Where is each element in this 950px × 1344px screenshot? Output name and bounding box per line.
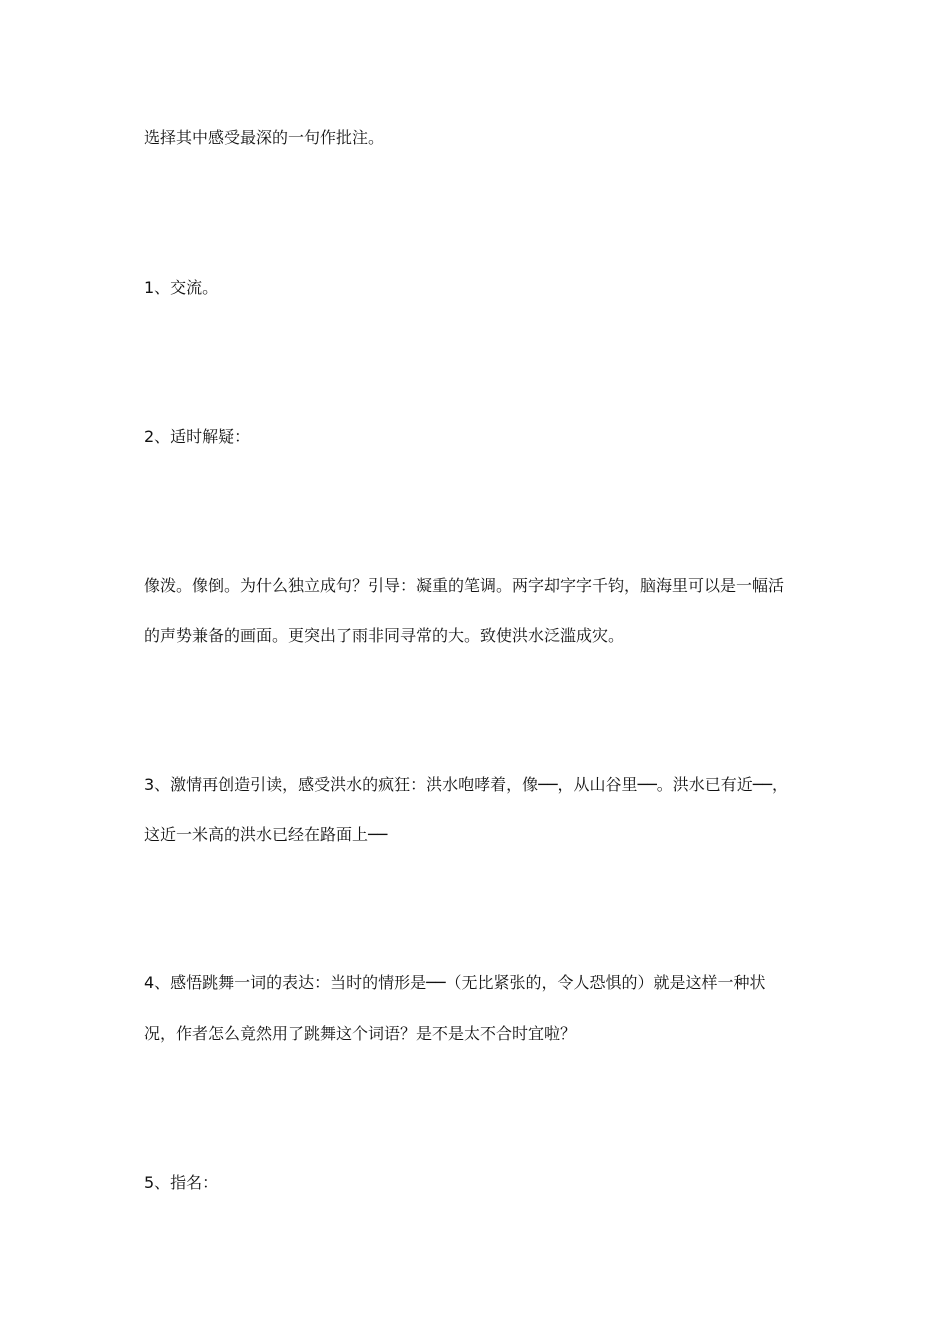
step-3-line-1: 3、激情再创造引读，感受洪水的疯狂：洪水咆哮着，像──，从山谷里──。洪水已有近──， — [144, 775, 788, 794]
step-2-line: 2、适时解疑： — [144, 427, 251, 446]
step-4-line-1: 4、感悟跳舞一词的表达：当时的情形是──（无比紧张的，令人恐惧的）就是这样一种状 — [144, 973, 766, 992]
step-1-line: 1、交流。 — [144, 278, 219, 297]
step-3-line-2: 这近一米高的洪水已经在路面上── — [144, 825, 388, 844]
paragraph-line-2: 的声势兼备的画面。更突出了雨非同寻常的大。致使洪水泛滥成灾。 — [144, 626, 625, 645]
instruction-line: 选择其中感受最深的一句作批注。 — [144, 128, 385, 147]
step-4-line-2: 况，作者怎么竟然用了跳舞这个词语？是不是太不合时宜啦？ — [144, 1024, 577, 1043]
step-5-line: 5、指名： — [144, 1173, 219, 1192]
paragraph-line-1: 像泼。像倒。为什么独立成句？引导：凝重的笔调。两字却字字千钧，脑海里可以是一幅活 — [144, 576, 785, 595]
